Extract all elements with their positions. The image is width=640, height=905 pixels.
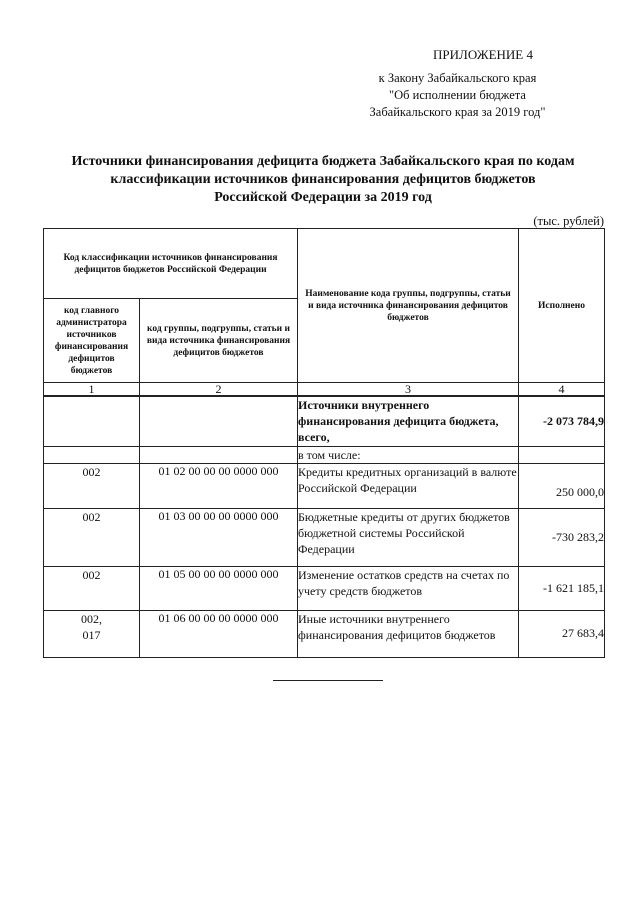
total-name: Источники внутреннего финансирования дефицита бюджета, всего, (298, 396, 519, 446)
header-group-code: код группы, подгруппы, статьи и вида источника финансирования дефицитов бюджетов (140, 299, 298, 383)
annex-label (433, 47, 555, 63)
annex-title: ПРИЛОЖЕНИЕ 4 (433, 47, 533, 62)
law-line: "Об исполнении бюджета (389, 88, 526, 102)
row-name: Иные источники внутреннего финансирования дефицитов бюджетов (298, 610, 519, 657)
title-line: классификации источников финансирования дефицитов бюджетов (110, 172, 536, 187)
units-note: (тыс. рублей) (533, 214, 604, 228)
total-value: -2 073 784,9 (519, 396, 605, 446)
header-classification-group: Код классификации источников финансирования дефицитов бюджетов Российской Федерации (44, 229, 298, 299)
row-name: Бюджетные кредиты от других бюджетов бюджетной системы Российской Федерации (298, 508, 519, 566)
row-value: 250 000,0 (519, 463, 605, 508)
admin-code: 002 (44, 463, 140, 508)
law-line: к Закону Забайкальского края (378, 71, 537, 85)
admin-code: 002, 017 (44, 610, 140, 657)
table-row (44, 508, 605, 566)
header-executed: Исполнено (519, 229, 605, 383)
group-code: 01 05 00 00 00 0000 000 (140, 566, 298, 610)
row-value: -1 621 185,1 (519, 566, 605, 610)
group-code: 01 06 00 00 00 0000 000 (140, 610, 298, 657)
sources-table (43, 228, 605, 658)
including-label: в том числе: (298, 446, 519, 463)
column-number: 1 (44, 383, 140, 397)
column-number: 3 (298, 383, 519, 397)
row-name: Изменение остатков средств на счетах по учету средств бюджетов (298, 566, 519, 610)
row-name: Кредиты кредитных организаций в валюте Российской Федерации (298, 463, 519, 508)
admin-code: 002 (44, 566, 140, 610)
admin-code: 002 (44, 508, 140, 566)
header-name: Наименование кода группы, подгруппы, статьи и вида источника финансирования дефицитов бюджетов (298, 229, 519, 383)
table-row (44, 566, 605, 610)
group-code: 01 02 00 00 00 0000 000 (140, 463, 298, 508)
law-reference (360, 70, 555, 121)
title-line: Российской Федерации за 2019 год (214, 190, 432, 205)
group-code: 01 03 00 00 00 0000 000 (140, 508, 298, 566)
column-number: 4 (519, 383, 605, 397)
row-value: -730 283,2 (519, 508, 605, 566)
end-rule (273, 680, 383, 681)
header-admin-code: код главного администратора источников финансирования дефицитов бюджетов (44, 299, 140, 383)
table-row (44, 463, 605, 508)
law-line: Забайкальского края за 2019 год" (369, 105, 546, 119)
row-value: 27 683,4 (519, 610, 605, 657)
table-row (44, 610, 605, 657)
title-line: Источники финансирования дефицита бюджета Забайкальского края по кодам (71, 154, 575, 169)
document-title (60, 153, 586, 207)
column-number: 2 (140, 383, 298, 397)
table-row-including (44, 446, 605, 463)
table-row-total (44, 396, 605, 446)
